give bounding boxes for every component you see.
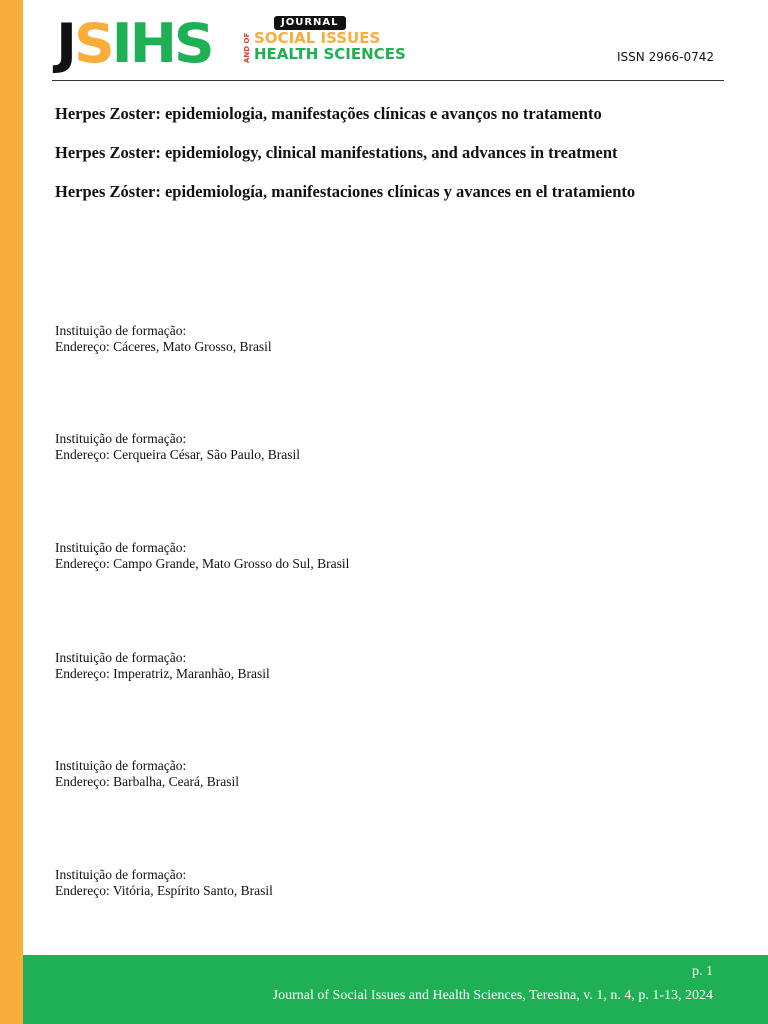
affiliation-1 [55,323,272,355]
jsihs-logo-mark [56,12,212,75]
journal-citation: Journal of Social Issues and Health Sciences, Teresina, v. 1, n. 4, p. 1-13, 2024 [272,988,713,1003]
page-footer [23,955,768,1024]
affiliation-address: Endereço: Cerqueira César, São Paulo, Brasil [55,447,301,462]
header-divider [52,80,724,81]
wordmark-social-issues: SOCIAL ISSUES [254,29,381,47]
affiliation-4 [55,650,270,682]
affiliation-institution: Instituição de formação: [55,540,187,555]
affiliation-address: Endereço: Vitória, Espírito Santo, Brasil [55,883,273,898]
affiliation-6 [55,867,273,899]
affiliation-institution: Instituição de formação: [55,867,187,882]
and-of-label: AND OF [243,32,251,64]
issn-label: ISSN 2966-0742 [617,50,714,64]
title-english: Herpes Zoster: epidemiology, clinical manifestations, and advances in treatment [55,143,618,162]
affiliation-address: Endereço: Barbalha, Ceará, Brasil [55,774,240,789]
affiliation-2 [55,431,300,463]
affiliation-institution: Instituição de formação: [55,650,187,665]
affiliation-3 [55,540,349,572]
jsihs-logo [56,12,212,75]
affiliation-address: Endereço: Campo Grande, Mato Grosso do Sul, Brasil [55,556,350,571]
logo-letters-ihs: IHS [111,12,212,75]
journal-header [52,10,724,82]
affiliation-address: Endereço: Cáceres, Mato Grosso, Brasil [55,339,272,354]
wordmark-health-sciences: HEALTH SCIENCES [254,45,406,63]
journal-label: JOURNAL [274,16,346,30]
left-accent-bar [0,0,23,1024]
affiliation-address: Endereço: Imperatriz, Maranhão, Brasil [55,666,270,681]
logo-letter-j: J [56,12,74,75]
affiliation-5 [55,758,239,790]
affiliation-institution: Instituição de formação: [55,431,187,446]
affiliation-institution: Instituição de formação: [55,323,187,338]
title-spanish: Herpes Zóster: epidemiología, manifestaciones clínicas y avances en el tratamiento [55,182,636,201]
journal-wordmark [242,14,412,70]
logo-letter-s: S [73,12,112,75]
article-titles [55,103,735,220]
affiliation-institution: Instituição de formação: [55,758,187,773]
page-number: p. 1 [692,964,713,979]
title-portuguese: Herpes Zoster: epidemiologia, manifestações clínicas e avanços no tratamento [55,104,602,123]
